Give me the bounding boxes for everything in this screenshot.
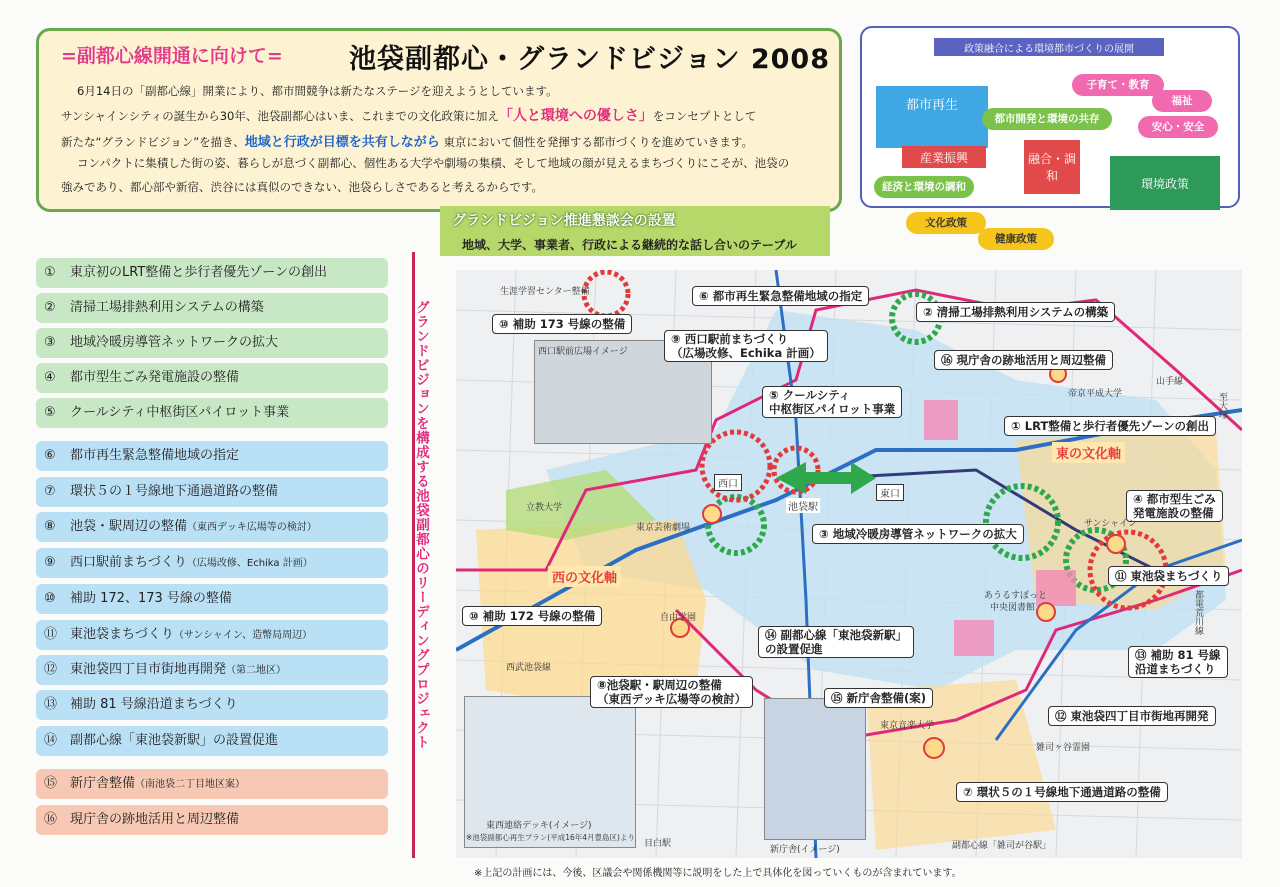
- east-culture-axis: 東の文化軸: [1052, 442, 1125, 463]
- project-item: [36, 363, 388, 393]
- vertical-title: グランドビジョンを構成する池袋副都心のリーディングプロジェクト: [413, 300, 429, 750]
- project-label: 新庁舎整備: [70, 776, 136, 791]
- project-label: 補助 81 号線沿道まちづくり: [70, 697, 238, 712]
- teikyo-univ: 帝京平成大学: [1068, 389, 1123, 399]
- project-label: クールシティ中枢街区パイロット事業: [70, 405, 290, 420]
- project-label: 都市型生ごみ発電施設の整備: [70, 370, 240, 385]
- toden-line: 都電荒川線: [1193, 590, 1203, 635]
- map-label-10: ⑩ 補助 173 号線の整備: [492, 314, 632, 334]
- project-note: （サンシャイン、造幣局周辺）: [173, 630, 313, 641]
- project-number: ⑮: [44, 776, 58, 791]
- project-label: 地域冷暖房導管ネットワークの拡大: [70, 335, 279, 350]
- project-label: 東池袋まちづくり: [70, 627, 174, 642]
- project-item: [36, 398, 388, 428]
- west-culture-axis: 西の文化軸: [548, 566, 621, 587]
- project-item: [36, 441, 388, 471]
- project-note: （南池袋二丁目地区案）: [135, 779, 246, 790]
- project-number: ①: [44, 265, 56, 280]
- deck-caption: 東西連絡デッキ(イメージ): [486, 821, 592, 831]
- deck-source: ※池袋副都心再生プラン(平成16年4月豊島区)より: [466, 833, 635, 842]
- map-label-6: ⑥ 都市再生緊急整備地域の指定: [692, 286, 869, 306]
- to-otsuka: 至大塚: [1217, 392, 1227, 419]
- map-label-15: ⑮ 新庁舎整備(案): [824, 688, 933, 708]
- fusion-box: 融合・調和: [1024, 140, 1080, 194]
- project-label: 池袋・駅周辺の整備: [70, 519, 188, 534]
- project-label: 補助 172、173 号線の整備: [70, 591, 232, 606]
- seibu-line: 西武池袋線: [506, 663, 552, 673]
- project-item: [36, 258, 388, 288]
- project-item: [36, 769, 388, 799]
- intro-line-2: サンシャインシティの誕生から30年、池袋副都心はいま、これまでの文化政策に加え「人と環境への優しさ」をコンセプトとして: [61, 108, 757, 124]
- owlspot-label: あうるすぽっと: [984, 591, 1048, 601]
- project-label: 都市再生緊急整備地域の指定: [70, 448, 240, 463]
- map-label-9: ⑨ 西口駅前まちづくり （広場改修、Echika 計画）: [664, 330, 828, 362]
- harmony-pill: 経済と環境の調和: [874, 176, 974, 198]
- map-label-2: ② 清掃工場排熱利用システムの構築: [916, 302, 1115, 322]
- project-number: ②: [44, 300, 56, 315]
- jiyu-gakuen: 自由学園: [660, 613, 697, 623]
- project-label: 東池袋四丁目市街地再開発: [70, 662, 227, 677]
- sunshine-label: サンシャイン: [1084, 519, 1138, 529]
- policy-diagram-title: 政策融合による環境都市づくりの展開: [934, 38, 1164, 56]
- welfare-pill: 福祉: [1152, 90, 1212, 112]
- project-number: ⑦: [44, 484, 56, 499]
- project-item: [36, 477, 388, 507]
- west-plaza-caption: 西口駅前広場イメージ: [538, 347, 628, 357]
- zoshigaya-cemetery: 雑司ヶ谷霊園: [1036, 743, 1091, 753]
- urban-renewal-box: 都市再生: [876, 86, 988, 148]
- intro-line-1: 6月14日の「副都心線」開業により、都市間競争は新たなステージを迎えようとしています。: [77, 84, 558, 98]
- project-item: [36, 548, 388, 578]
- project-label: 現庁舎の跡地活用と周辺整備: [70, 812, 240, 827]
- footnote: ※上記の計画には、今後、区議会や関係機関等に説明をした上で具体化を図っていくものが含まれています。: [474, 868, 962, 879]
- project-item: [36, 620, 388, 650]
- map-label-5: ⑤ クールシティ 中枢街区パイロット事業: [762, 386, 902, 418]
- map-label-4: ④ 都市型生ごみ 発電施設の整備: [1126, 490, 1223, 522]
- header-subtitle: =副都心線開通に向けて=: [61, 45, 283, 67]
- project-note: （東西デッキ広場等の検討）: [187, 522, 317, 533]
- project-item: [36, 655, 388, 685]
- project-item: [36, 805, 388, 835]
- zoshigaya-station: 副都心線「雑司が谷駅」: [952, 841, 1052, 851]
- environment-box: 環境政策: [1110, 156, 1220, 210]
- map-label-3: ③ 地域冷暖房導管ネットワークの拡大: [812, 524, 1024, 544]
- project-label: 副都心線「東池袋新駅」の設置促進: [70, 733, 279, 748]
- new-office-photo: [764, 698, 866, 840]
- mejiro-station: 目白駅: [644, 839, 672, 849]
- safety-pill: 安心・安全: [1138, 116, 1218, 138]
- map-label-13: ⑬ 補助 81 号線 沿道まちづくり: [1128, 646, 1228, 678]
- project-note: （広場改修、Echika 計画）: [186, 558, 313, 569]
- industry-box: 産業振興: [902, 146, 986, 168]
- project-number: ⑥: [44, 448, 56, 463]
- health-pill: 健康政策: [978, 228, 1054, 250]
- project-item: [36, 584, 388, 614]
- map-label-11: ⑪ 東池袋まちづくり: [1108, 566, 1229, 586]
- ikebukuro-station: 池袋駅: [786, 498, 820, 513]
- project-item: [36, 690, 388, 720]
- map-label-16: ⑯ 現庁舎の跡地活用と周辺整備: [934, 350, 1113, 370]
- project-item: [36, 293, 388, 323]
- project-note: （第二地区）: [226, 665, 287, 676]
- project-label: 東京初のLRT整備と歩行者優先ゾーンの創出: [70, 265, 328, 280]
- geijutsu-theater: 東京芸術劇場: [636, 523, 691, 533]
- area-map: [456, 270, 1242, 858]
- project-number: ⑧: [44, 519, 56, 534]
- page-title: 池袋副都心・グランドビジョン 2008: [349, 44, 831, 75]
- project-label: 清掃工場排熱利用システムの構築: [70, 300, 264, 315]
- rikkyo-univ: 立教大学: [526, 503, 563, 513]
- map-label-10b: ⑩ 補助 172 号線の整備: [462, 606, 602, 626]
- council-title: グランドビジョン推進懇談会の設置: [452, 213, 676, 229]
- project-label: 西口駅前まちづくり: [70, 555, 187, 570]
- project-number: ⑬: [44, 697, 58, 712]
- coexistence-pill: 都市開発と環境の共存: [982, 108, 1112, 130]
- project-item: [36, 512, 388, 542]
- project-label: 環状５の１号線地下通過道路の整備: [70, 484, 279, 499]
- project-number: ⑫: [44, 662, 58, 677]
- project-number: ③: [44, 335, 56, 350]
- intro-line-3: 新たな“グランドビジョン”を描き、地域と行政が目標を共有しながら 東京において個性を発揮する都市づくりを進めていきます。: [61, 135, 753, 150]
- intro-line-5: 強みであり、都心部や新宿、渋谷には真似のできない、池袋らしさであると考えるからです。: [61, 180, 543, 194]
- childcare-pill: 子育て・教育: [1072, 74, 1164, 96]
- new-office-caption: 新庁舎(イメージ): [770, 845, 840, 855]
- yamanote-label: 山手線: [1156, 377, 1184, 387]
- lifelong-learning: 生涯学習センター整備: [500, 287, 590, 297]
- project-number: ④: [44, 370, 56, 385]
- intro-line-4: コンパクトに集積した街の姿、暮らしが息づく副都心、個性ある大学や劇場の集積、そして地域の顔が見えるまちづくりにこそが、池袋の: [77, 156, 790, 170]
- map-label-7: ⑦ 環状５の１号線地下通過道路の整備: [956, 782, 1168, 802]
- project-number: ⑪: [44, 627, 58, 642]
- ongaku-univ: 東京音楽大学: [880, 721, 935, 731]
- council-subtitle: 地域、大学、事業者、行政による継続的な話し合いのテーブル: [462, 238, 797, 252]
- project-number: ⑭: [44, 733, 58, 748]
- culture-pill: 文化政策: [906, 212, 986, 234]
- map-label-1: ① LRT整備と歩行者優先ゾーンの創出: [1004, 416, 1216, 436]
- project-item: [36, 726, 388, 756]
- header-panel: [36, 28, 842, 212]
- project-number: ⑯: [44, 812, 58, 827]
- central-library: 中央図書館: [990, 603, 1036, 613]
- project-number: ⑨: [44, 555, 56, 570]
- map-label-12: ⑫ 東池袋四丁目市街地再開発: [1048, 706, 1216, 726]
- project-number: ⑩: [44, 591, 56, 606]
- policy-diagram: [860, 26, 1240, 245]
- west-exit: 西口: [714, 474, 742, 491]
- project-number: ⑤: [44, 405, 56, 420]
- map-label-8: ⑧池袋駅・駅周辺の整備 （東西デッキ広場等の検討）: [590, 676, 753, 708]
- map-label-14: ⑭ 副都心線「東池袋新駅」 の設置促進: [758, 626, 914, 658]
- council-banner: [440, 206, 830, 256]
- project-item: [36, 328, 388, 358]
- east-exit: 東口: [876, 484, 904, 501]
